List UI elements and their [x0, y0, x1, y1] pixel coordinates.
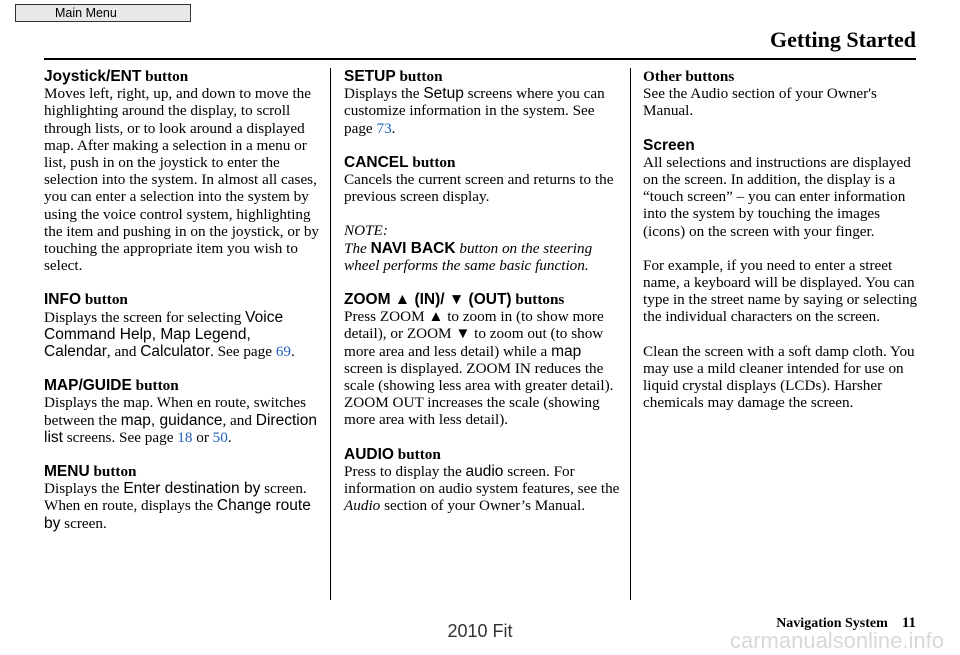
column-2	[344, 68, 620, 531]
menu-heading: MENU button	[44, 463, 137, 481]
footer-section-label: Navigation System 11	[776, 615, 916, 631]
info-body: Displays the screen for selecting Voice Command Help, Map Legend, Calendar, and Calculator. See page 69.	[44, 308, 295, 361]
header-rule	[44, 58, 916, 60]
joystick-body: Moves left, right, up, and down to move the highlighting around the display, to scroll through lists, or to look around a displayed map. After making a selection in a menu or list, push in on the joystick to enter the selection into the system. In almost all cases, you can enter a selection into the system by using the voice control system, highlighting the item and pushing in on the joystick, or by touching the appropriate item you wish to select.	[44, 85, 320, 275]
section-menu	[44, 463, 320, 532]
other-buttons-body: See the Audio section of your Owner's Manual.	[643, 85, 877, 120]
joystick-heading: Joystick/ENT button	[44, 68, 189, 85]
info-heading: INFO button	[44, 291, 128, 309]
section-setup	[344, 68, 620, 137]
watermark: carmanualsonline.info	[729, 628, 944, 653]
column-1	[44, 68, 320, 549]
screen-heading: Screen	[643, 136, 695, 154]
section-map-guide	[44, 377, 320, 446]
section-other-buttons	[643, 68, 919, 120]
page-link-50[interactable]: 50	[212, 428, 228, 446]
zoom-heading: ZOOM ▲ (IN)/ ▼ (OUT) buttons	[344, 291, 565, 309]
page-number: 11	[901, 615, 916, 631]
main-menu-button[interactable]: Main Menu	[15, 4, 191, 22]
section-screen	[643, 137, 919, 412]
section-audio	[344, 446, 620, 515]
section-note	[344, 222, 620, 274]
map-guide-body: Displays the map. When en route, switches between the map, guidance, and Direction list screens. See page 18 or 50.	[44, 394, 317, 446]
column-3	[643, 68, 919, 411]
other-buttons-heading: Other buttons	[643, 68, 735, 85]
setup-heading: SETUP button	[344, 68, 443, 85]
column-divider-2	[630, 68, 631, 600]
audio-body: Press to display the audio screen. For information on audio system features, see the Audio section of your Owner’s Manual.	[344, 462, 620, 515]
cancel-body: Cancels the current screen and returns to the previous screen display.	[344, 171, 614, 206]
section-joystick	[44, 68, 320, 274]
zoom-body: Press ZOOM ▲ to zoom in (to show more detail), or ZOOM ▼ to zoom out (to show more area and less detail) while a map screen is displayed. ZOOM IN reduces the scale (showing less area with greater detail). ZOOM OUT increases the scale (showing more area with less detail).	[344, 308, 614, 429]
page-link-69[interactable]: 69	[275, 343, 291, 361]
cancel-heading: CANCEL button	[344, 153, 456, 171]
menu-body: Displays the Enter destination by screen. When en route, displays the Change route by screen.	[44, 480, 311, 532]
page-link-73[interactable]: 73	[376, 119, 392, 137]
note-label: NOTE:	[344, 222, 388, 240]
section-zoom	[344, 291, 620, 429]
footer-model: 2010 Fit	[447, 621, 513, 641]
page-title: Getting Started	[769, 27, 916, 52]
screen-body-3: Clean the screen with a soft damp cloth. You may use a mild cleaner intended for use on liquid crystal displays (LCDs). Harsher chemicals may damage the screen.	[643, 342, 915, 412]
section-info	[44, 291, 320, 360]
section-cancel	[344, 154, 620, 206]
setup-body: Displays the Setup screens where you can customize information in the system. See page 73.	[344, 85, 605, 137]
map-guide-heading: MAP/GUIDE button	[44, 377, 179, 395]
screen-body-2: For example, if you need to enter a street name, a keyboard will be displayed. You can type in the street name by saying or selecting the individual characters on the screen.	[643, 256, 918, 326]
page-link-18[interactable]: 18	[177, 428, 193, 446]
screen-body-1: All selections and instructions are displayed on the screen. In addition, the display is a “touch screen” – you can enter information into the system by touching the images (icons) on the screen with your finger.	[643, 153, 911, 240]
audio-heading: AUDIO button	[344, 445, 441, 463]
note-body: The NAVI BACK button on the steering wheel performs the same basic function.	[344, 239, 593, 274]
column-divider-1	[330, 68, 331, 600]
